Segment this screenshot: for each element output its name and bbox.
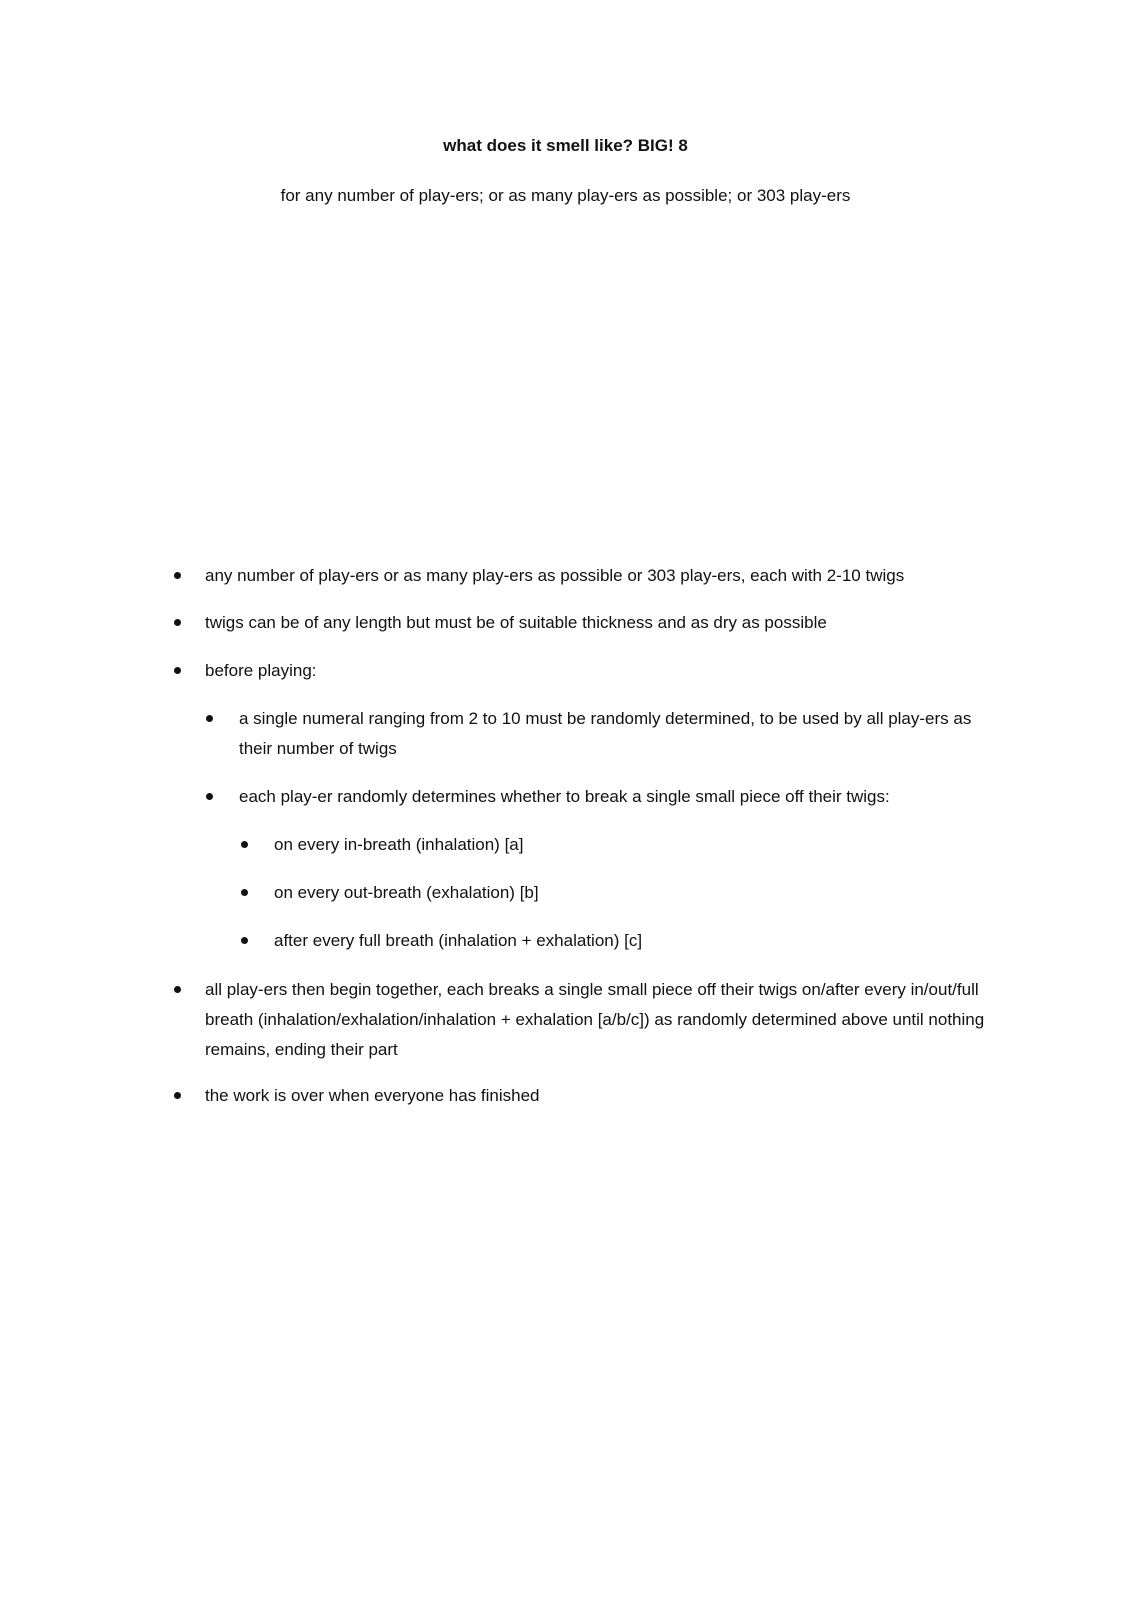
- list-item-text: the work is over when everyone has finished: [205, 1086, 540, 1105]
- list-item-text: on every out-breath (exhalation) [b]: [274, 883, 539, 902]
- bullet-icon: [174, 619, 181, 626]
- page-title: what does it smell like? BIG! 8: [443, 136, 688, 155]
- list-item: [274, 878, 994, 908]
- bullet-icon: [174, 667, 181, 674]
- list-item: [205, 1081, 1005, 1111]
- bullet-icon: [206, 793, 213, 800]
- bullet-icon: [174, 572, 181, 579]
- bullet-icon: [174, 1092, 181, 1099]
- bullet-icon: [174, 986, 181, 993]
- list-item: [205, 656, 1005, 686]
- list-item-text: a single numeral ranging from 2 to 10 must be randomly determined, to be used by all play-ers as their number of twigs: [239, 709, 972, 758]
- list-item: [205, 608, 1005, 638]
- list-item-text: all play-ers then begin together, each breaks a single small piece off their twigs on/after every in/out/full breath (inhalation/exhalation/inhalation + exhalation [a/b/c]) as randomly determined above until nothing remains, ending their part: [205, 980, 985, 1059]
- list-item-text: on every in-breath (inhalation) [a]: [274, 835, 524, 854]
- list-item: [205, 975, 1005, 1065]
- list-item: [239, 782, 999, 812]
- list-item-text: each play-er randomly determines whether to break a single small piece off their twigs:: [239, 787, 890, 806]
- page-subtitle: for any number of play-ers; or as many play-ers as possible; or 303 play-ers: [280, 186, 851, 205]
- bullet-icon: [241, 841, 248, 848]
- list-item-text: any number of play-ers or as many play-ers as possible or 303 play-ers, each with 2-10 twigs: [205, 566, 905, 585]
- list-item: [239, 704, 999, 764]
- list-item-text: before playing:: [205, 661, 317, 680]
- bullet-icon: [241, 937, 248, 944]
- list-item: [274, 830, 994, 860]
- list-item: [205, 561, 1005, 591]
- list-item-text: after every full breath (inhalation + exhalation) [c]: [274, 931, 643, 950]
- list-item: [274, 926, 994, 956]
- bullet-icon: [241, 889, 248, 896]
- list-item-text: twigs can be of any length but must be of suitable thickness and as dry as possible: [205, 613, 827, 632]
- bullet-icon: [206, 715, 213, 722]
